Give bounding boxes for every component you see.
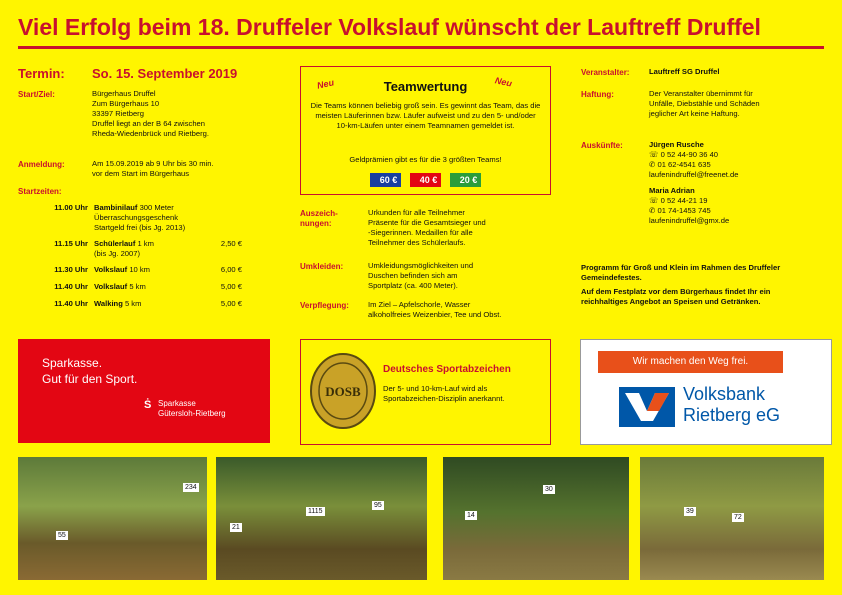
slogan-line: Sparkasse. (42, 356, 103, 370)
text-line: Teilnehmer des Schülerlaufs. (368, 238, 466, 247)
brand-line: Gütersloh-Rietberg (158, 409, 226, 418)
startzeiten-label: Startzeiten: (18, 187, 62, 196)
sportabzeichen-text: Der 5- und 10-km-Lauf wird als Sportabzeichen-Disziplin anerkannt. (383, 384, 505, 403)
auskuenfte-label: Auskünfte: (581, 141, 623, 150)
contact-block (649, 140, 738, 226)
neu-badge-right: Neu (494, 75, 513, 89)
text-line: Duschen befinden sich am (368, 271, 458, 280)
bib-number: 30 (545, 486, 553, 493)
start-time: 11.40 Uhr (54, 282, 88, 291)
address-line: Druffel liegt an der B 64 zwischen (92, 119, 205, 128)
anmeldung-text (92, 159, 214, 179)
sparkasse-ad (18, 339, 270, 443)
race-photo-4 (640, 457, 824, 580)
bib-number: 14 (467, 512, 475, 519)
slogan-line: Gut für den Sport. (42, 372, 138, 386)
text-line: jeglicher Art keine Haftung. (649, 109, 740, 118)
address-line: Bürgerhaus Druffel (92, 89, 156, 98)
text-line: Unfälle, Diebstähle und Schäden (649, 99, 760, 108)
start-price: 5,00 € (220, 299, 242, 308)
programm-line: Auf dem Festplatz vor dem Bürgerhaus findet Ihr ein reichhaltiges Angebot an Speisen und Getränken. (581, 287, 771, 306)
start-time: 11.00 Uhr (54, 203, 88, 212)
umkleiden-label: Umkleiden: (300, 262, 344, 271)
mobile-icon: ✆ (649, 206, 658, 215)
start-extra: Überraschungsgeschenk (94, 213, 179, 222)
text-line: alkoholfreies Weizenbier, Tee und Obst. (368, 310, 502, 319)
volksbank-ad (580, 339, 832, 445)
start-row (14, 299, 242, 309)
contact-name: Jürgen Rusche (649, 140, 704, 149)
sportabzeichen-box (300, 339, 551, 445)
text-line: Sportplatz (ca. 400 Meter). (368, 281, 458, 290)
sportabzeichen-title: Deutsches Sportabzeichen (383, 364, 511, 375)
start-time: 11.40 Uhr (54, 299, 88, 308)
sparkasse-logo-icon: Ṡ (144, 399, 152, 411)
anmeldung-line: Am 15.09.2019 ab 9 Uhr bis 30 min. (92, 159, 214, 168)
verpflegung-label: Verpflegung: (300, 301, 349, 310)
race-photo-2 (216, 457, 427, 580)
volksbank-logo-icon (619, 387, 675, 427)
bib-number: 95 (374, 502, 382, 509)
start-detail: 1 km (135, 239, 154, 248)
volksbank-slogan: Wir machen den Weg frei. (598, 351, 783, 373)
contact-name: Maria Adrian (649, 186, 695, 195)
start-name: Schülerlauf (94, 239, 136, 248)
anmeldung-line: vor dem Start im Bürgerhaus (92, 169, 190, 178)
volksbank-name (683, 384, 780, 426)
start-ziel-label: Start/Ziel: (18, 90, 55, 99)
start-name-cell (94, 203, 202, 233)
start-price: 6,00 € (220, 265, 242, 274)
title-divider (18, 46, 824, 49)
address-line: Rheda-Wiedenbrück und Rietberg. (92, 129, 209, 138)
bib-number: 39 (686, 508, 694, 515)
dosb-seal-text: DOSB (325, 384, 361, 399)
termin-label: Termin: (18, 66, 65, 81)
start-row (14, 203, 242, 233)
teamwertung-box (300, 66, 551, 195)
text-line: Im Ziel – Apfelschorle, Wasser (368, 300, 471, 309)
race-photo-3 (443, 457, 629, 580)
race-photo-1 (18, 457, 207, 580)
bib-number: 234 (185, 484, 197, 491)
contact-phone: 0 52 44-90 36 40 (660, 150, 719, 159)
prize-badges (301, 170, 550, 188)
prize-20-badge: 20 € (450, 173, 482, 187)
start-price: 2,50 € (220, 239, 242, 248)
prize-60-badge: 60 € (370, 173, 402, 187)
haftung-text (649, 89, 760, 119)
teamwertung-text: Die Teams können beliebig groß sein. Es gewinnt das Team, das die meisten Läuferinnen bzw. Läufer aufweist und zu den 5- und/oder 10-km-Läufen unter einem Teamnamen gemeldet ist. (310, 101, 541, 130)
start-row (14, 282, 242, 292)
start-name: Walking (94, 299, 123, 308)
bank-name-line: Rietberg eG (683, 405, 781, 425)
umkleiden-text (368, 261, 473, 291)
start-name-cell (94, 299, 202, 309)
contact-mobile: 01 74-1453 745 (657, 206, 711, 215)
verpflegung-text (368, 300, 502, 320)
start-name-cell (94, 282, 202, 292)
sparkasse-brand (158, 399, 226, 419)
start-ziel-address (92, 89, 209, 139)
start-extra: Startgeld frei (bis Jg. 2013) (94, 223, 186, 232)
start-time: 11.30 Uhr (54, 265, 88, 274)
sparkasse-slogan (42, 355, 137, 387)
text-line: Urkunden für alle Teilnehmer (368, 208, 465, 217)
text-line: Präsente für die Gesamtsieger und (368, 218, 486, 227)
start-detail: 5 km (127, 282, 146, 291)
start-name-cell (94, 239, 202, 259)
start-detail: 10 km (127, 265, 150, 274)
programm-line: Programm für Groß und Klein im Rahmen des Druffeler Gemeindefestes. (581, 263, 781, 282)
veranstalter-label: Veranstalter: (581, 68, 630, 77)
neu-badge-left: Neu (316, 77, 335, 91)
contact-email[interactable]: laufenindruffel@freenet.de (649, 170, 739, 179)
auszeichnungen-text (368, 208, 486, 248)
phone-icon: ☏ (649, 196, 661, 205)
address-line: 33397 Rietberg (92, 109, 144, 118)
text-line: -Siegerinnen. Medaillen für alle (368, 228, 473, 237)
start-name: Volkslauf (94, 265, 128, 274)
bib-number: 72 (734, 514, 742, 521)
address-line: Zum Bürgerhaus 10 (92, 99, 160, 108)
prize-text: Geldprämien gibt es für die 3 größten Teams! (349, 155, 502, 164)
start-name: Volkslauf (94, 282, 128, 291)
start-row (14, 239, 242, 259)
anmeldung-label: Anmeldung: (18, 160, 65, 169)
start-row (14, 265, 242, 275)
phone-icon: ☏ (649, 150, 661, 159)
dosb-seal-icon (309, 352, 377, 430)
start-price: 5,00 € (220, 282, 242, 291)
auszeichnungen-label: Auszeich- nungen: (300, 209, 338, 228)
bib-number: 21 (232, 524, 240, 531)
start-detail: 5 km (122, 299, 142, 308)
bib-number: 55 (58, 532, 66, 539)
start-detail: 300 Meter (137, 203, 174, 212)
start-name-cell (94, 265, 202, 275)
contact-email[interactable]: laufenindruffel@gmx.de (649, 216, 730, 225)
programm-text (581, 263, 813, 307)
start-name: Bambinilauf (94, 203, 138, 212)
start-time: 11.15 Uhr (54, 239, 88, 248)
prize-40-badge: 40 € (410, 173, 442, 187)
start-extra: (bis Jg. 2007) (94, 249, 141, 258)
page-title: Viel Erfolg beim 18. Druffeler Volkslauf wünscht der Lauftreff Druffel (18, 14, 761, 40)
text-line: Umkleidungsmöglichkeiten und (368, 261, 474, 270)
text-line: Der Veranstalter übernimmt für (649, 89, 753, 98)
bib-number: 1115 (308, 508, 323, 515)
startzeiten-table (14, 203, 242, 309)
veranstalter-value: Lauftreff SG Druffel (649, 67, 720, 76)
teamwertung-title: Teamwertung (383, 79, 468, 94)
termin-value: So. 15. September 2019 (92, 66, 238, 81)
bank-name-line: Volksbank (683, 384, 766, 404)
brand-line: Sparkasse (158, 399, 196, 408)
contact-phone: 0 52 44-21 19 (660, 196, 708, 205)
contact-mobile: 01 62-4541 635 (657, 160, 711, 169)
mobile-icon: ✆ (649, 160, 658, 169)
haftung-label: Haftung: (581, 90, 614, 99)
start-price (202, 203, 242, 233)
